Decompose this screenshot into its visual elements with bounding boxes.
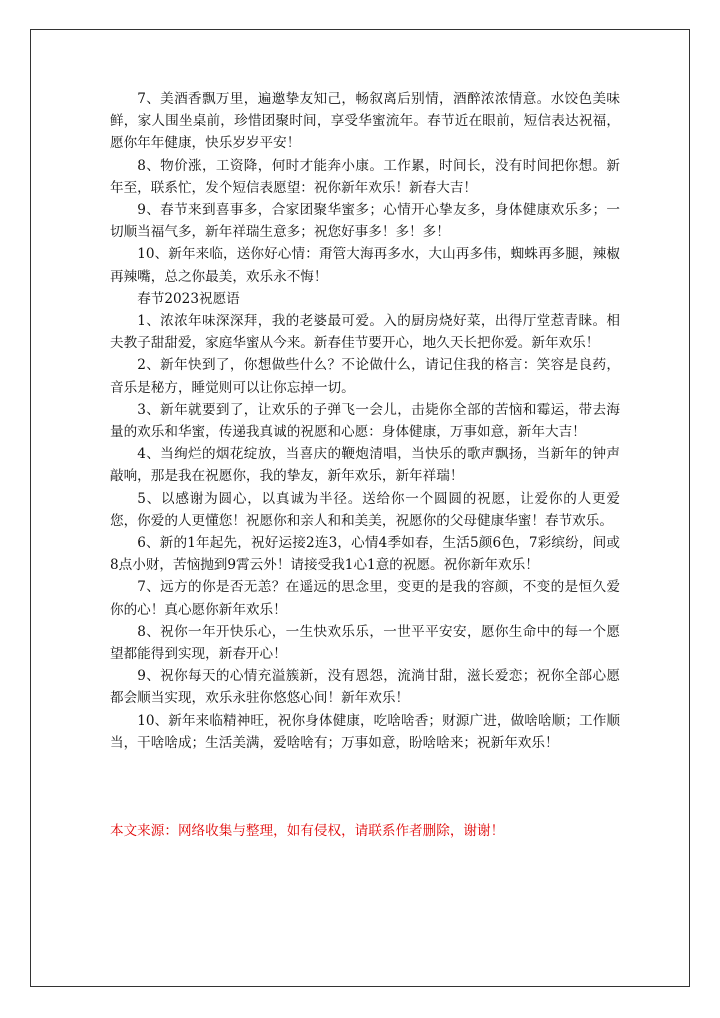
- paragraph-blessing-6: 6、新的1年起先，祝好运接2连3，心情4季如春，生活5颜6色，7彩缤纷，间或8点小财，苦恼抛到9霄云外！请接受我1心1意的祝愿。祝你新年欢乐！: [110, 535, 620, 574]
- paragraph-blessing-1: 1、浓浓年味深深拜，我的老婆最可爱。入的厨房烧好菜，出得厅堂惹青睐。相夫教子甜甜爱，家庭华蜜从今来。新春佳节要开心，地久天长把你爱。新年欢乐！: [110, 313, 620, 352]
- document-body: [110, 88, 620, 754]
- source-disclaimer: 本文来源：网络收集与整理，如有侵权，请联系作者删除，谢谢！: [110, 823, 505, 839]
- section-heading: 春节2023祝愿语: [137, 290, 240, 307]
- paragraph-blessing-3: 3、新年就要到了，让欢乐的子弹飞一会儿，击毙你全部的苦恼和霉运，带去海量的欢乐和华蜜，传递我真诚的祝愿和心愿：身体健康，万事如意，新年大吉！: [110, 401, 620, 441]
- paragraph-blessing-5: 5、以感谢为圆心，以真诚为半径。送给你一个圆圆的祝愿，让爱你的人更爱您，你爱的人更懂您！祝愿你和亲人和和美美，祝愿你的父母健康华蜜！春节欢乐。: [110, 490, 620, 529]
- paragraph-wish-7: 7、美酒香飘万里，遍邀挚友知己，畅叙离后别情，酒醉浓浓情意。水饺色美味鲜，家人围坐桌前，珍惜团聚时间，享受华蜜流年。春节近在眼前，短信表达祝福，愿你年年健康，快乐岁岁平安！: [110, 91, 620, 152]
- paragraph-blessing-8: 8、祝你一年开快乐心，一生快欢乐乐，一世平平安安，愿你生命中的每一个愿望都能得到实现，新春开心！: [110, 623, 620, 663]
- paragraph-blessing-9: 9、祝你每天的心情充溢簇新，没有恩怨，流淌甘甜，滋长爱恋；祝你全部心愿都会顺当实现，欢乐永驻你悠悠心间！新年欢乐！: [110, 668, 620, 707]
- paragraph-blessing-10: 10、新年来临精神旺，祝你身体健康，吃啥啥香；财源广进，做啥啥顺；工作顺当，干啥啥成；生活美满，爱啥啥有；万事如意，盼啥啥来；祝新年欢乐！: [110, 712, 620, 751]
- paragraph-wish-10: 10、新年来临，送你好心情：甭管大海再多水，大山再多伟，蜘蛛再多腿，辣椒再辣嘴，总之你最美，欢乐永不悔！: [110, 246, 620, 285]
- paragraph-wish-9: 9、春节来到喜事多，合家团聚华蜜多；心情开心挚友多，身体健康欢乐多；一切顺当福气多，新年祥瑞生意多；祝您好事多！多！多！: [110, 202, 620, 241]
- paragraph-blessing-7: 7、远方的你是否无恙？在遥远的思念里，变更的是我的容颜，不变的是恒久爱你的心！真心愿你新年欢乐！: [110, 579, 620, 618]
- paragraph-wish-8: 8、物价涨，工资降，何时才能奔小康。工作累，时间长，没有时间把你想。新年至，联系忙，发个短信表愿望：祝你新年欢乐！新春大吉！: [110, 157, 620, 196]
- paragraph-blessing-4: 4、当绚烂的烟花绽放，当喜庆的鞭炮清唱，当快乐的歌声飘扬，当新年的钟声敲响，那是我在祝愿你，我的挚友，新年欢乐，新年祥瑞！: [110, 446, 620, 485]
- paragraph-blessing-2: 2、新年快到了，你想做些什么？不论做什么，请记住我的格言：笑容是良药，音乐是秘方，睡觉则可以让你忘掉一切。: [110, 357, 620, 396]
